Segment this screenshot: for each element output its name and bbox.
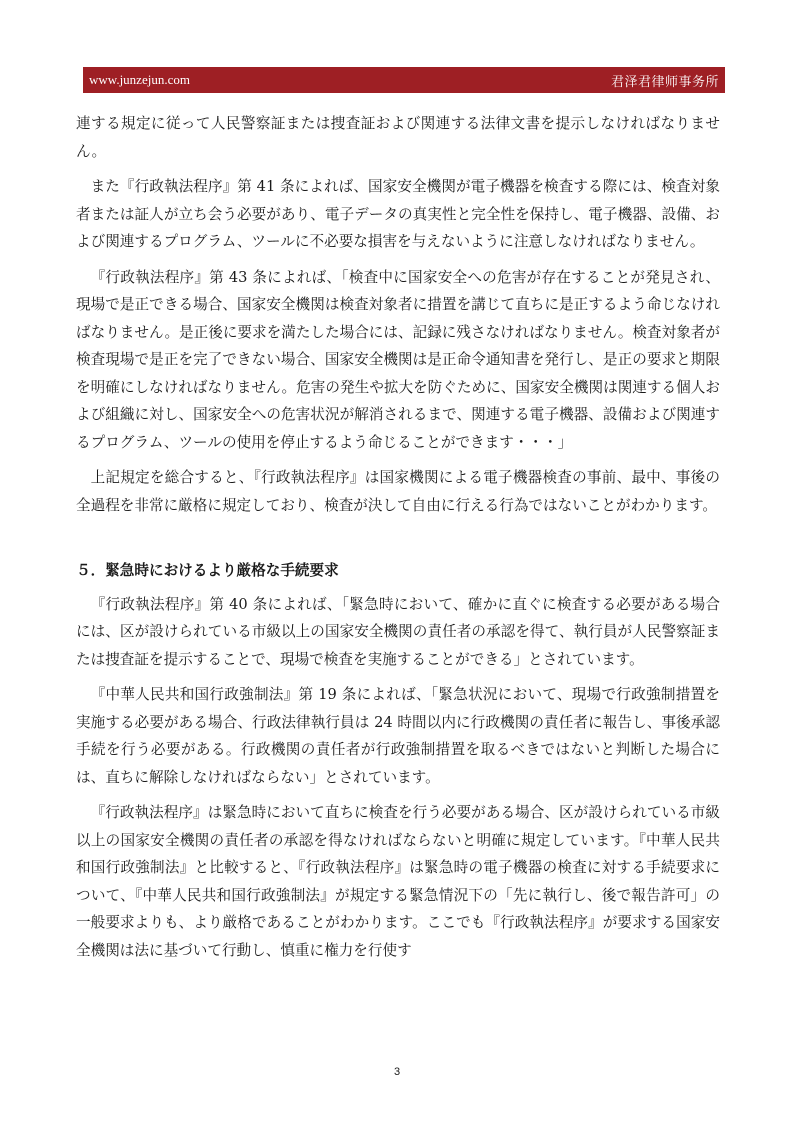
paragraph: 『行政執法程序』第 40 条によれば、「緊急時において、確かに直ぐに検査する必要がある場合には、区が設けられている市級以上の国家安全機関の責任者の承認を得て、執行員が人民警察証または捜査証を提示することで、現場で検査を実施することができる」とされています。 [76,595,720,668]
paragraph: 連する規定に従って人民警察証または捜査証および関連する法律文書を提示しなければなりません。 [76,115,720,160]
document-body [76,110,720,972]
paragraph: 『行政執法程序』第 43 条によれば、「検査中に国家安全への危害が存在することが発見され、現場で是正できる場合、国家安全機関は検査対象者に措置を講じて直ちに是正するよう命じなければなりません。是正後に要求を満たした場合には、記録に残さなければなりません。検査対象者が検査現場で是正を完了できない場合、国家安全機関は是正命令通知書を発行し、是正の要求と期限を明確にしなければなりません。危害の発生や拡大を防ぐために、国家安全機関は関連する個人および組織に対し、国家安全への危害状況が解消されるまで、関連する電子機器、設備および関連するプログラム、ツールの使用を停止するよう命じることができます・・・」 [76,268,720,451]
header-bar [83,67,725,93]
header-firm-name: 君泽君律师事务所 [610,74,719,90]
paragraph: 『中華人民共和国行政強制法』第 19 条によれば、「緊急状況において、現場で行政強制措置を実施する必要がある場合、行政法律執行員は 24 時間以内に行政機関の責任者に報告し、事後承認手続を行う必要がある。行政機関の責任者が行政強制措置を取るべきではないと判断した場合には、直ちに解除しなければならない」とされています。 [76,686,720,786]
page-number: 3 [393,1066,401,1078]
paragraph: また『行政執法程序』第 41 条によれば、国家安全機関が電子機器を検査する際には、検査対象者または証人が立ち会う必要があり、電子データの真実性と完全性を保持し、電子機器、設備、および関連するプログラム、ツールに不必要な損害を与えないように注意しなければなりません。 [76,178,720,250]
header-url: www.junzejun.com [89,72,190,87]
paragraph: 『行政執法程序』は緊急時において直ちに検査を行う必要がある場合、区が設けられている市級以上の国家安全機関の責任者の承認を得なければならないと明確に規定しています。『中華人民共和国行政強制法』と比較すると、『行政執法程序』は緊急時の電子機器の検査に対する手続要求について、『中華人民共和国行政強制法』が規定する緊急情況下の「先に執行し、後で報告許可」の一般要求よりも、より厳格であることがわかります。ここでも『行政執法程序』が要求する国家安全機関は法に基づいて行動し、慎重に権力を行使す [76,804,720,959]
paragraph: 上記規定を総合すると、『行政執法程序』は国家機関による電子機器検査の事前、最中、事後の全過程を非常に厳格に規定しており、検査が決して自由に行える行為ではないことがわかります。 [76,469,720,514]
section-heading: ５．緊急時におけるより厳格な手続要求 [76,562,339,579]
